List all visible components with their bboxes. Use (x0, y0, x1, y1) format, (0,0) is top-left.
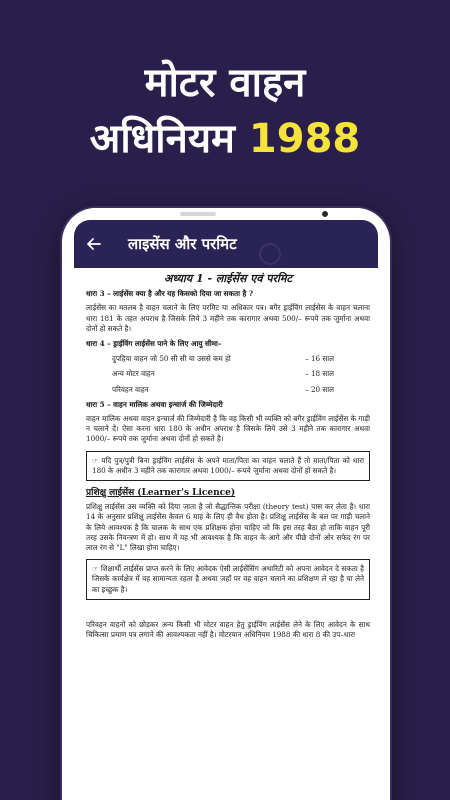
age-row (112, 354, 334, 364)
camera-cutout (259, 243, 281, 265)
age-row-label: परिवहन वाहन (112, 384, 149, 394)
section-5-text: वाहन मालिक अथवा वाहन इन्चार्ज की जिम्मेदारी है कि वह किसी भी व्यक्ति को बगैर ड्राईविंग लाईसेंस के गाड़ी न चलाने दें। ऐसा करना धारा 180 के अधीन अपराध है जिसके लिये उसे 3 महीने तक कारागार अथवा 1000/– रूपये तक जुर्माना अथवा दोनों हो सकते है। (86, 414, 370, 444)
chapter-heading: अध्याय 1 - लाईसेंस एवं परमिट (163, 272, 292, 285)
section-5-heading: धारा 5 – वाहन मालिक अथवा इन्चार्ज की जिम्मेदारी (86, 399, 223, 409)
learner-licence-text: प्रशिक्षु लाईसेंस उस व्यक्ति को दिया जाता है जो सैद्धान्तिक परीक्षा (theory test) पास कर लेता है। धारा 14 के अनुसार प्रशिक्षु लाईसेंस केवल 6 माह के लिए ही वैध होता है। प्रशिक्षु लाईसेंस के बल पर गाड़ी चलाने के लिये आवश्यक है कि चालक के साथ एक प्रशिक्षक होना चाहिए जो कि इस तरह बैठा हो ताकि वाहन पूरी तरह उसके नियन्त्रण में हो। साथ में यह भी आवश्यक है कि वाहन के आगे और पीछे दोनों ओर सफेद रंग पर लाल रंग से "L" लिखा होना चाहिए। (86, 502, 370, 553)
spacer (86, 600, 370, 616)
note-box-parents: ☞ यदि पुत्र/पुत्री बिना ड्राईविंग लाईसेंस के अपने माता/पिता का वाहन चलाते हैं तो माता/पिता को धारा 180 के अधीन 3 महीने तक कारागार अथवा 1000/– रूपये जुर्माना अथवा दोनों हो सकते है। (86, 451, 370, 481)
learner-licence-heading: प्रशिक्षु लाईसेंस (Learner's Licence) (86, 488, 236, 499)
front-camera (322, 211, 328, 217)
speaker-grille (180, 212, 216, 216)
final-paragraph: परिवहन वाहनों को छोड़कर अन्य किसी भी मोटर वाहन हेतु ड्राईविंग लाईसेंस लेने के लिए आवेदन के साथ चिकित्सा प्रमाण पत्र लगाने की आवश्यकता नहीं है। मोटरयान अधिनियम 1988 की धारा 8 की उप–धारा (86, 619, 370, 640)
promo-title-line1: मोटर वाहन (144, 60, 306, 106)
section-4-heading: धारा 4 – ड्राईविंग लाईसेंस पाने के लिए आयु सीमा– (86, 339, 222, 349)
promo-title-act: अधिनियम (89, 116, 235, 162)
phone-frame (62, 208, 390, 800)
age-row-value: – 18 साल (305, 369, 334, 379)
promo-title-year: 1988 (248, 116, 361, 162)
promo-title-line2 (0, 111, 450, 167)
age-limit-table (112, 354, 370, 395)
app-bar-title: लाइसेंस और परमिट (128, 235, 237, 253)
age-row-label: दुपहिया वाहन जो 50 सी सी या उससे कम हो (112, 354, 231, 364)
back-button[interactable] (74, 220, 114, 268)
document-page[interactable] (74, 268, 378, 800)
promo-title (0, 55, 450, 167)
age-row (112, 369, 334, 379)
phone-top-bezel (62, 208, 390, 220)
note-box-application: ☞ शिक्षार्थी लाईसेंस प्राप्त करने के लिए आवेदक ऐसी लाईसेंसिंग अथारिटी को अपना आवेदन दे सकता है जिसके कार्यक्षेत्र में वह सामान्यतः रहता है अथवा जहाँ पर वह वाहन चलाने का प्रशिक्षण ले रहा है या लेने का इच्छुक है। (86, 559, 370, 600)
age-row-value: – 16 साल (305, 354, 334, 364)
age-row-label: अन्य मोटर वाहन (112, 369, 155, 379)
arrow-left-icon (86, 236, 102, 252)
age-row (112, 385, 334, 395)
section-3-heading: धारा 3 – लाईसेंस क्या है और यह किसको दिया जा सकता है ? (86, 289, 254, 299)
age-row-value: – 20 साल (305, 384, 334, 394)
section-3-text: लाईसेंस का मतलब है वाहन चलाने के लिए परमिट या अधिकार पत्र। बगैर ड्राईविंग लाईसेंस के वाहन चलाना धारा 181 के तहत अपराध है जिसके लिये 3 महीने तक कारागार अथवा 500/– रूपये तक जुर्माना अथवा दोनों हो सकते है। (86, 303, 370, 333)
app-bar (74, 220, 378, 268)
